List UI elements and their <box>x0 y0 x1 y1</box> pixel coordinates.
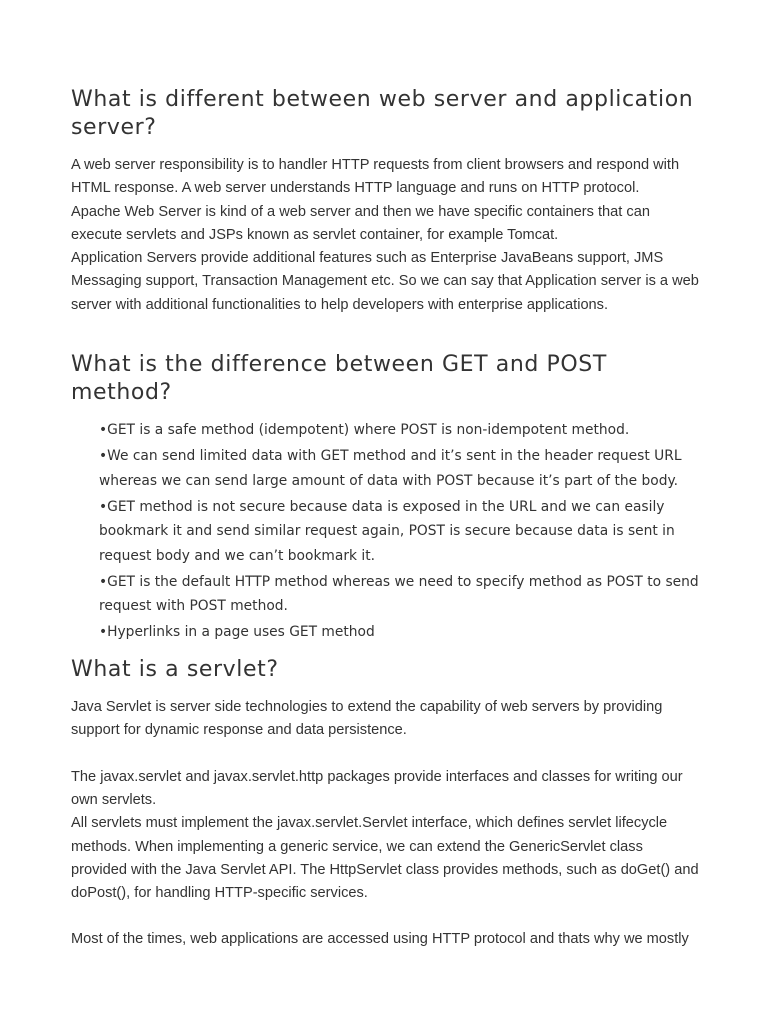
document-page <box>71 86 701 952</box>
section-heading-get-vs-post: What is the difference between GET and POST method? <box>71 352 607 406</box>
bullet-icon: • <box>99 498 108 515</box>
section-heading-web-vs-app-server: What is different between web server and application server? <box>71 87 694 140</box>
bullet-icon: • <box>99 573 108 590</box>
paragraph: The javax.servlet and javax.servlet.http packages provide interfaces and classes for writing our own servlets. <box>71 768 683 808</box>
paragraph: A web server responsibility is to handler HTTP requests from client browsers and respond with HTML response. A web server understands HTTP language and runs on HTTP protocol. <box>71 157 680 197</box>
section-heading-servlet: What is a servlet? <box>71 657 279 683</box>
paragraph: Java Servlet is server side technologies to extend the capability of web servers by providing support for dynamic response and data persistence. <box>71 699 663 739</box>
bullet-list <box>71 418 701 645</box>
list-item: •We can send limited data with GET method and it’s sent in the header request URL whereas we can send large amount of data with POST because it’s part of the body. <box>99 448 682 489</box>
paragraph: Most of the times, web applications are accessed using HTTP protocol and thats why we mostly <box>71 931 689 948</box>
list-item: •GET is the default HTTP method whereas we need to specify method as POST to send request with POST method. <box>99 573 699 615</box>
paragraph: Apache Web Server is kind of a web server and then we have specific containers that can execute servlets and JSPs known as servlet container, for example Tomcat. <box>71 203 650 243</box>
bullet-icon: • <box>99 624 108 641</box>
list-item: •Hyperlinks in a page uses GET method <box>99 624 375 641</box>
paragraph: Application Servers provide additional features such as Enterprise JavaBeans support, JMS Messaging support, Transaction Management etc. So we can say that Application server is a web server with additional functionalities to help developers with enterprise applications. <box>71 250 699 313</box>
paragraph: All servlets must implement the javax.servlet.Servlet interface, which defines servlet lifecycle methods. When implementing a generic service, we can extend the GenericServlet class provided with the Java Servlet API. The HttpServlet class provides methods, such as doGet() and doPost(), for handling HTTP-specific services. <box>71 815 699 902</box>
bullet-icon: • <box>99 448 108 465</box>
list-item: •GET is a safe method (idempotent) where POST is non-idempotent method. <box>99 422 630 439</box>
bullet-icon: • <box>99 422 108 439</box>
list-item: •GET method is not secure because data is exposed in the URL and we can easily bookmark it and send similar request again, POST is secure because data is sent in request body and we can’t bookmark it. <box>99 498 675 564</box>
